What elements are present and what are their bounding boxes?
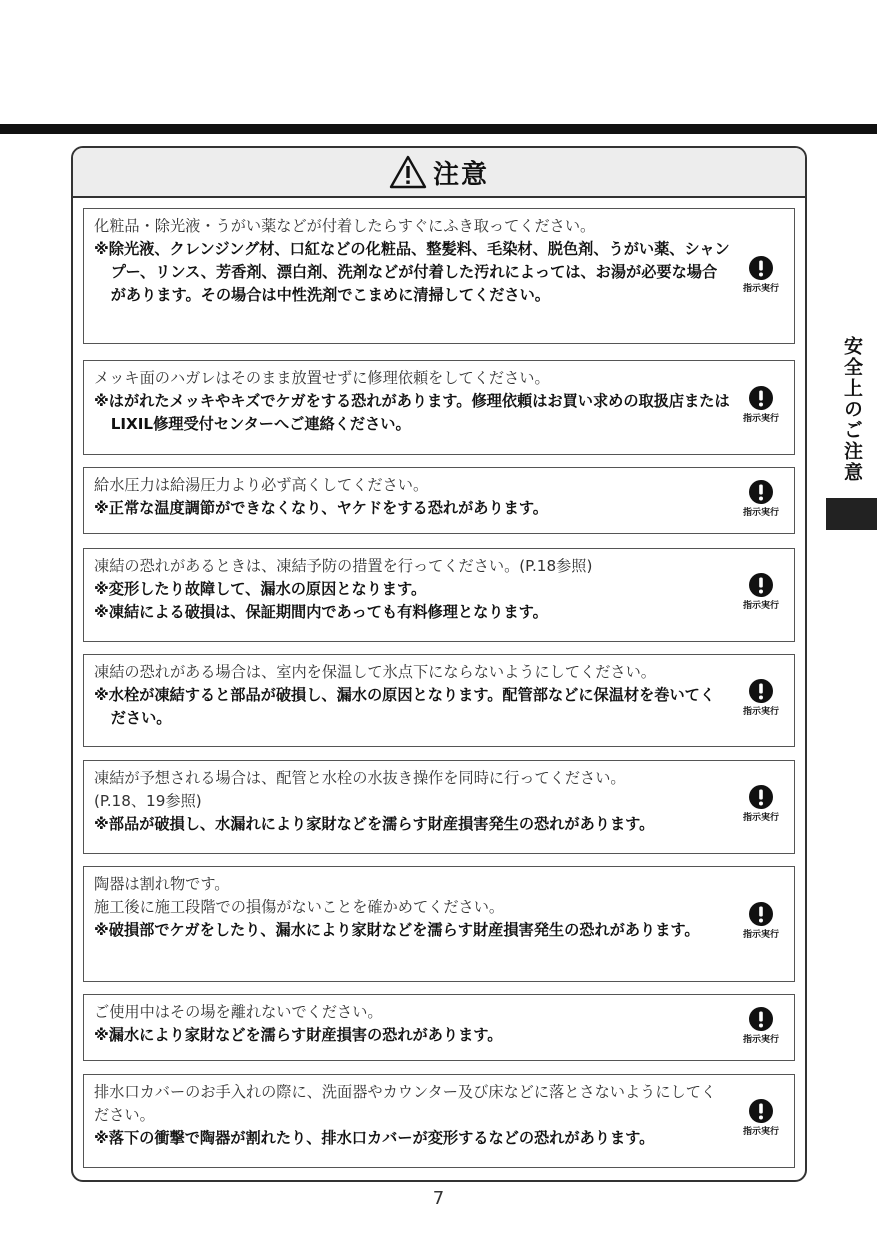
section-tab-safety: 安全上のご注意 xyxy=(841,336,863,483)
exclamation-icon xyxy=(749,386,773,410)
instruction-mark xyxy=(738,256,784,294)
exclamation-icon xyxy=(749,1007,773,1031)
notice-stay-nearby xyxy=(83,994,795,1061)
mark-label: 指示実行 xyxy=(742,601,779,611)
exclamation-icon xyxy=(749,573,773,597)
notice-drain-cover xyxy=(83,1074,795,1168)
notice-freeze-prevention xyxy=(83,548,795,642)
instruction-mark xyxy=(738,679,784,717)
mark-label: 指示実行 xyxy=(742,813,779,823)
notice-warning: ※落下の衝撃で陶器が割れたり、排水口カバーが変形するなどの恐れがあります。 xyxy=(94,1129,655,1147)
section-tab-marker xyxy=(826,498,877,530)
notice-room-warming xyxy=(83,654,795,747)
mark-label: 指示実行 xyxy=(742,284,779,294)
notice-water-pressure xyxy=(83,467,795,534)
mark-label: 指示実行 xyxy=(742,1127,779,1137)
notice-instruction: 凍結が予想される場合は、配管と水栓の水抜き操作を同時に行ってください。 xyxy=(94,769,626,787)
mark-label: 指示実行 xyxy=(742,1035,779,1045)
exclamation-icon xyxy=(749,480,773,504)
notice-instruction: 化粧品・除光液・うがい薬などが付着したらすぐにふき取ってください。 xyxy=(94,217,596,235)
caution-title: 注意 xyxy=(432,159,489,190)
mark-label: 指示実行 xyxy=(742,414,779,424)
notice-instruction: ご使用中はその場を離れないでください。 xyxy=(94,1003,383,1021)
mark-label: 指示実行 xyxy=(742,707,779,717)
notice-instruction: 施工後に施工段階での損傷がないことを確かめてください。 xyxy=(94,898,505,916)
notice-warning: ※漏水により家財などを濡らす財産損害の恐れがあります。 xyxy=(94,1026,503,1044)
notice-warning: ※除光液、クレンジング材、口紅などの化粧品、整髪料、毛染材、脱色剤、うがい薬、シャンプー、リンス、芳香剤、漂白剤、洗剤などが付着した汚れによっては、お湯が必要な場合があります。その場合は中性洗剤でこまめに清掃してください。 xyxy=(94,240,730,304)
instruction-mark xyxy=(738,386,784,424)
notice-warning: ※凍結による破損は、保証期間内であっても有料修理となります。 xyxy=(94,603,548,621)
notice-instruction: 凍結の恐れがある場合は、室内を保温して氷点下にならないようにしてください。 xyxy=(94,663,656,681)
caution-panel xyxy=(71,146,807,1182)
exclamation-icon xyxy=(749,785,773,809)
page-number: 7 xyxy=(432,1188,445,1209)
instruction-mark xyxy=(738,480,784,518)
notice-ceramic xyxy=(83,866,795,982)
notice-warning: ※正常な温度調節ができなくなり、ヤケドをする恐れがあります。 xyxy=(94,499,548,517)
notice-instruction: 凍結の恐れがあるときは、凍結予防の措置を行ってください。(P.18参照) xyxy=(94,557,593,575)
exclamation-icon xyxy=(749,256,773,280)
notice-warning: ※水栓が凍結すると部品が破損し、漏水の原因となります。配管部などに保温材を巻いてください。 xyxy=(94,686,716,727)
notice-drain xyxy=(83,760,795,854)
instruction-mark xyxy=(738,785,784,823)
notice-instruction: メッキ面のハガレはそのまま放置せずに修理依頼をしてください。 xyxy=(94,369,550,387)
warning-triangle-icon xyxy=(389,155,427,189)
instruction-mark xyxy=(738,1007,784,1045)
notice-instruction: 陶器は割れ物です。 xyxy=(94,875,230,893)
mark-label: 指示実行 xyxy=(742,930,779,940)
exclamation-icon xyxy=(749,679,773,703)
instruction-mark xyxy=(738,573,784,611)
exclamation-icon xyxy=(749,1099,773,1123)
notice-instruction: 排水口カバーのお手入れの際に、洗面器やカウンター及び床などに落とさないようにしてください。 xyxy=(94,1083,717,1124)
notice-plating xyxy=(83,360,795,455)
top-rule xyxy=(0,124,877,134)
notice-instruction: (P.18、19参照) xyxy=(94,792,202,810)
notice-warning: ※はがれたメッキやキズでケガをする恐れがあります。修理依頼はお買い求めの取扱店またはLIXIL修理受付センターへご連絡ください。 xyxy=(94,392,730,433)
notice-warning: ※変形したり故障して、漏水の原因となります。 xyxy=(94,580,427,598)
mark-label: 指示実行 xyxy=(742,508,779,518)
instruction-mark xyxy=(738,902,784,940)
notice-warning: ※部品が破損し、水漏れにより家財などを濡らす財産損害発生の恐れがあります。 xyxy=(94,815,655,833)
notice-warning: ※破損部でケガをしたり、漏水により家財などを濡らす財産損害発生の恐れがあります。 xyxy=(94,921,700,939)
instruction-mark xyxy=(738,1099,784,1137)
notice-instruction: 給水圧力は給湯圧力より必ず高くしてください。 xyxy=(94,476,429,494)
caution-header xyxy=(73,148,805,198)
exclamation-icon xyxy=(749,902,773,926)
notice-cosmetics xyxy=(83,208,795,344)
